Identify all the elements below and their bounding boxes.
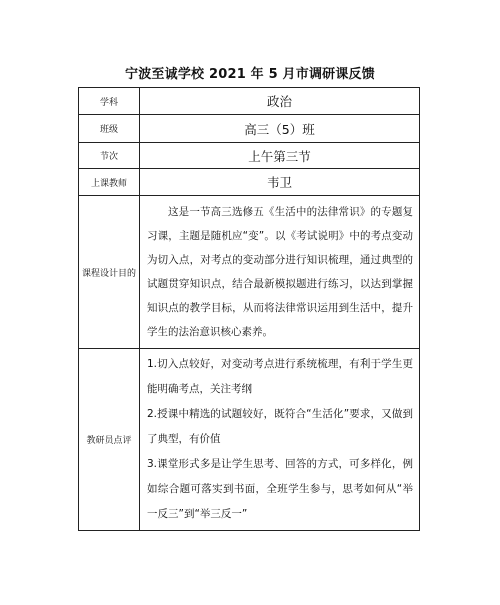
design-label: 课程设计目的 xyxy=(79,196,140,349)
form-row-teacher xyxy=(79,169,420,196)
feedback-form-table xyxy=(78,87,420,531)
teacher-label: 上课教师 xyxy=(79,169,140,196)
design-paragraph: 这是一节高三选修五《生活中的法律常识》的专题复习课，主题是随机应“变”。以《考试说明》中的考点变动为切入点，对考点的变动部分进行知识梳理，通过典型的试题贯穿知识点，结合最新模拟题进行练习，以达到掌握知识点的教学目标，从而将法律常识运用到生活中，提升学生的法治意识核心素养。 xyxy=(147,206,413,338)
form-row-period xyxy=(79,143,420,169)
subject-value: 政治 xyxy=(140,88,420,115)
review-comment-2: 2.授课中精选的试题较好，既符合“生活化”要求，又做到了典型，有价值 xyxy=(147,408,413,445)
form-row-review xyxy=(79,349,420,531)
form-row-class xyxy=(79,115,420,143)
period-label: 节次 xyxy=(79,143,140,169)
class-value: 高三（5）班 xyxy=(140,115,420,143)
review-comment-3: 3.课堂形式多是让学生思考、回答的方式，可多样化，例如综合题可落实到书面，全班学生参与，思考如何从“举一反三”到“举三反一” xyxy=(147,458,413,520)
subject-label: 学科 xyxy=(79,88,140,115)
period-value: 上午第三节 xyxy=(140,143,420,169)
review-cell xyxy=(140,349,420,531)
document-title: 宁波至诚学校 2021 年 5 月市调研课反馈 xyxy=(125,67,375,82)
review-comment-1: 1.切入点较好，对变动考点进行系统梳理，有利于学生更能明确考点，关注考纲 xyxy=(147,358,413,395)
class-label: 班级 xyxy=(79,115,140,143)
teacher-value: 韦卫 xyxy=(140,169,420,196)
design-cell xyxy=(140,196,420,349)
form-row-design xyxy=(79,196,420,349)
form-row-subject xyxy=(79,88,420,115)
review-comments xyxy=(140,352,419,527)
review-label: 教研员点评 xyxy=(79,349,140,531)
